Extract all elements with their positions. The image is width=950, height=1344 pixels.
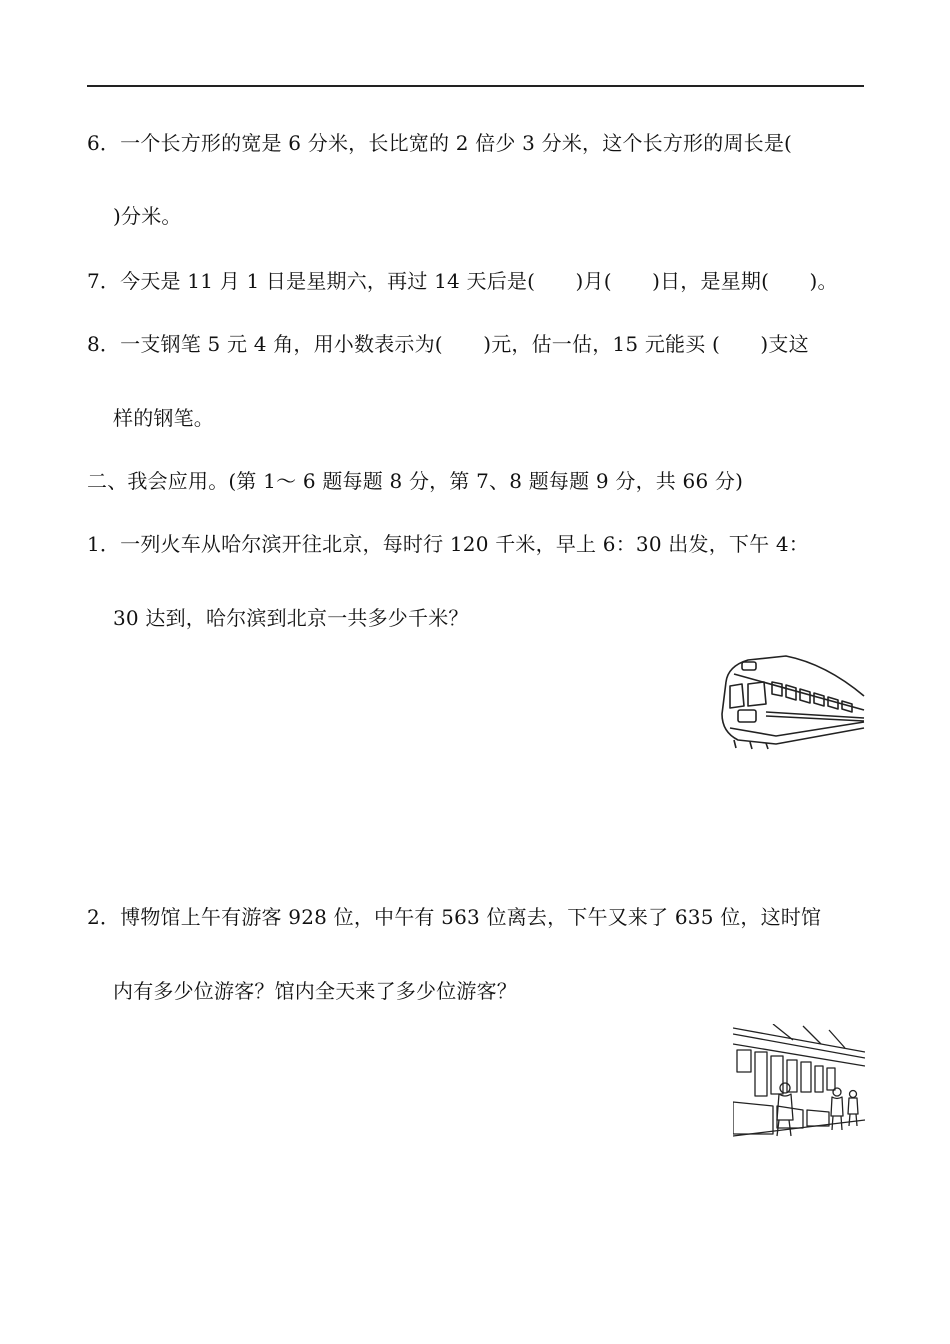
top-rule <box>87 85 864 87</box>
application-question-1-line-2: 30 达到，哈尔滨到北京一共多少千米？ <box>113 606 469 630</box>
question-8-line-1: 8．一支钢笔 5 元 4 角，用小数表示为( )元，估一估，15 元能买 ( )支这 <box>87 332 809 356</box>
application-question-1-line-1: 1．一列火车从哈尔滨开往北京，每时行 120 千米，早上 6：30 出发，下午 4： <box>87 532 809 556</box>
application-question-2-line-1: 2．博物馆上午有游客 928 位，中午有 563 位离去，下午又来了 635 位，这时馆 <box>87 905 822 929</box>
train-illustration-icon <box>716 652 866 750</box>
question-7: 7．今天是 11 月 1 日是星期六，再过 14 天后是( )月( )日，是星期( )。 <box>87 269 838 293</box>
question-6-line-2: )分米。 <box>113 204 182 228</box>
application-question-2-line-2: 内有多少位游客？馆内全天来了多少位游客？ <box>113 979 517 1003</box>
section-2-heading: 二、我会应用。(第 1～ 6 题每题 8 分，第 7、8 题每题 9 分，共 66 分) <box>87 469 744 493</box>
question-8-line-2: 样的钢笔。 <box>113 406 214 430</box>
museum-illustration-icon <box>733 1024 865 1140</box>
question-6-line-1: 6．一个长方形的宽是 6 分米，长比宽的 2 倍少 3 分米，这个长方形的周长是( <box>87 131 793 155</box>
